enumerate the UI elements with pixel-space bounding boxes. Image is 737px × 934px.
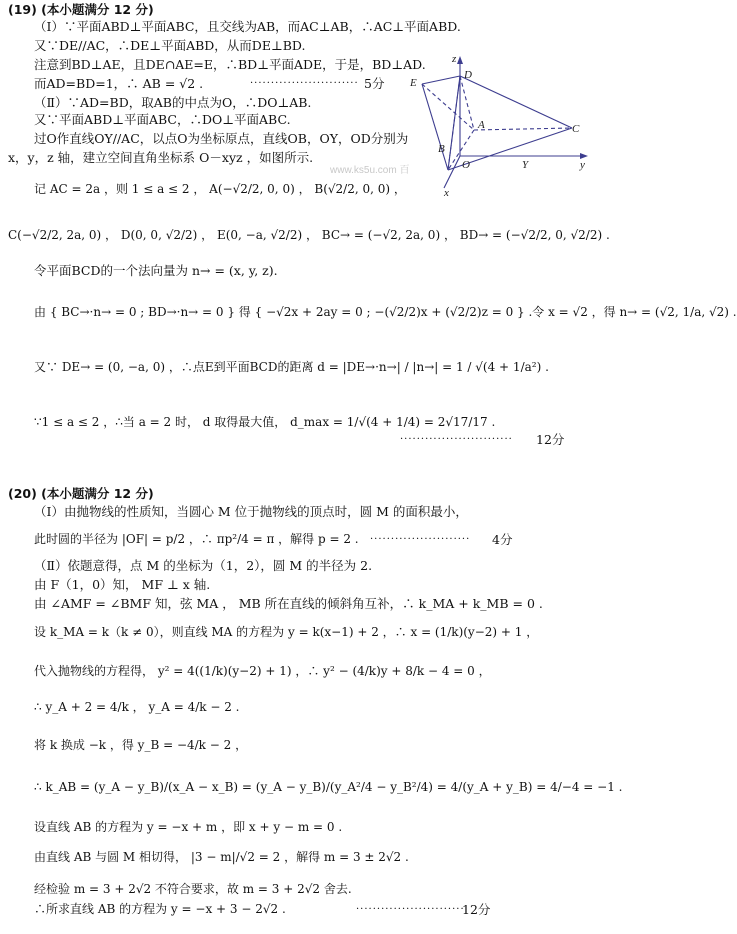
q19-line-4: 而AD=BD=1，∴ AB = √2 .: [34, 76, 204, 91]
label-x: x: [444, 187, 449, 199]
label-c: C: [572, 123, 580, 135]
q19-dots-2: ···························: [400, 434, 513, 445]
q20-line-1: （Ⅰ）由抛物线的性质知，当圆心 M 位于抛物线的顶点时，圆 M 的面积最小，: [34, 504, 468, 519]
q19-score-5: 5分: [364, 76, 385, 91]
coordinate-figure: [404, 48, 592, 198]
q19-dots-1: ··························: [250, 78, 359, 89]
label-d: D: [464, 69, 472, 81]
q20-line-3: （Ⅱ）依题意得，点 M 的坐标为（1，2），圆 M 的半径为 2.: [34, 558, 373, 573]
q20-line-8: ∴ y_A + 2 = 4/k ， y_A = 4/k − 2 .: [34, 700, 240, 714]
q20-dots-1: ························: [370, 534, 471, 545]
q19-heading: (19) (本小题满分 12 分): [8, 2, 154, 17]
label-a: A: [478, 119, 485, 131]
q19-line-12: 由 { BC→·n→ = 0 ; BD→·n→ = 0 } 得 { −√2x + 2ay = 0 ; −(√2/2)x + (√2/2)z = 0 } .令 x = √2 ，得 n→ = (√2, 1/a, √2) .: [34, 305, 737, 319]
q20-line-13: 经检验 m = 3 + 2√2 不符合要求，故 m = 3 + 2√2 舍去.: [34, 882, 352, 896]
q19-line-11: 令平面BCD的一个法向量为 n→ = (x, y, z).: [34, 263, 278, 278]
label-z: z: [452, 53, 457, 65]
label-b: B: [438, 143, 445, 155]
q19-score-12: 12分: [536, 432, 565, 447]
q19-line-13: 又∵ DE→ = (0, −a, 0) ，∴点E到平面BCD的距离 d = |DE→·n→| / |n→| = 1 / √(4 + 1/a²) .: [34, 360, 549, 374]
z-arrow: [457, 56, 463, 64]
label-o: O: [462, 159, 470, 171]
watermark: www.ks5u.com 百: [330, 165, 410, 176]
q20-line-12: 由直线 AB 与圆 M 相切得， |3 − m|/√2 = 2 ，解得 m = 3 ± 2√2 .: [34, 850, 409, 864]
q19-line-14: ∵1 ≤ a ≤ 2 ，∴当 a = 2 时， d 取得最大值， d_max = 1/√(4 + 1/4) = 2√17/17 .: [34, 415, 496, 429]
q20-line-7: 代入抛物线的方程得， y² = 4((1/k)(y−2) + 1) ，∴ y² − (4/k)y + 8/k − 4 = 0 ，: [34, 664, 491, 678]
q20-line-6: 设 k_MA = k（k ≠ 0），则直线 MA 的方程为 y = k(x−1) + 2 ，∴ x = (1/k)(y−2) + 1 ，: [34, 625, 539, 639]
q19-line-7: 过O作直线OY//AC，以点O为坐标原点，直线OB，OY，OD分别为: [34, 131, 409, 146]
label-Y: Y: [522, 159, 529, 171]
q19-line-1: （Ⅰ）∵平面ABD⊥平面ABC，且交线为AB，而AC⊥AB，∴AC⊥平面ABD.: [34, 19, 461, 34]
q20-line-14: ∴所求直线 AB 的方程为 y = −x + 3 − 2√2 .: [34, 902, 286, 916]
q19-line-10: C(−√2/2, 2a, 0) ， D(0, 0, √2/2) ， E(0, −a, √2/2) ， BC→ = (−√2, 2a, 0) ， BD→ = (−√2/2, 0, √2/2) .: [8, 228, 610, 242]
q20-line-9: 将 k 换成 −k ，得 y_B = −4/k − 2 ，: [34, 738, 248, 752]
q20-line-5: 由 ∠AMF = ∠BMF 知，弦 MA ， MB 所在直线的倾斜角互补，∴ k_MA + k_MB = 0 .: [34, 596, 543, 611]
q20-heading: (20) (本小题满分 12 分): [8, 486, 154, 501]
q19-line-9: 记 AC = 2a ，则 1 ≤ a ≤ 2 ， A(−√2/2, 0, 0) ， B(√2/2, 0, 0) ，: [34, 182, 406, 196]
q20-score-12: 12分: [462, 902, 491, 917]
x-axis: [444, 156, 460, 188]
q19-line-3: 注意到BD⊥AE，且DE∩AE=E，∴BD⊥平面ADE，于是，BD⊥AD.: [34, 57, 426, 72]
label-y: y: [580, 159, 585, 171]
q20-line-2: 此时圆的半径为 |OF| = p/2 ，∴ πp²/4 = π ，解得 p = 2 .: [34, 532, 359, 546]
q19-line-2: 又∵DE//AC，∴DE⊥平面ABD，从而DE⊥BD.: [34, 38, 306, 53]
q20-line-10: ∴ k_AB = (y_A − y_B)/(x_A − x_B) = (y_A − y_B)/(y_A²/4 − y_B²/4) = 4/(y_A + y_B) = 4/−4 = −1 .: [34, 780, 623, 794]
label-e: E: [410, 77, 417, 89]
q19-line-6: 又∵平面ABD⊥平面ABC，∴DO⊥平面ABC.: [34, 112, 291, 127]
q20-line-11: 设直线 AB 的方程为 y = −x + m ，即 x + y − m = 0 .: [34, 820, 343, 834]
q19-line-5: （Ⅱ）∵AD=BD，取AB的中点为O，∴DO⊥AB.: [34, 95, 312, 110]
q20-dots-2: ··························: [356, 904, 465, 915]
q20-line-4: 由 F（1，0）知， MF ⊥ x 轴.: [34, 577, 211, 592]
q20-score-4: 4分: [492, 532, 513, 547]
q19-line-8: x，y，z 轴，建立空间直角坐标系 O－xyz ，如图所示.: [8, 150, 314, 165]
